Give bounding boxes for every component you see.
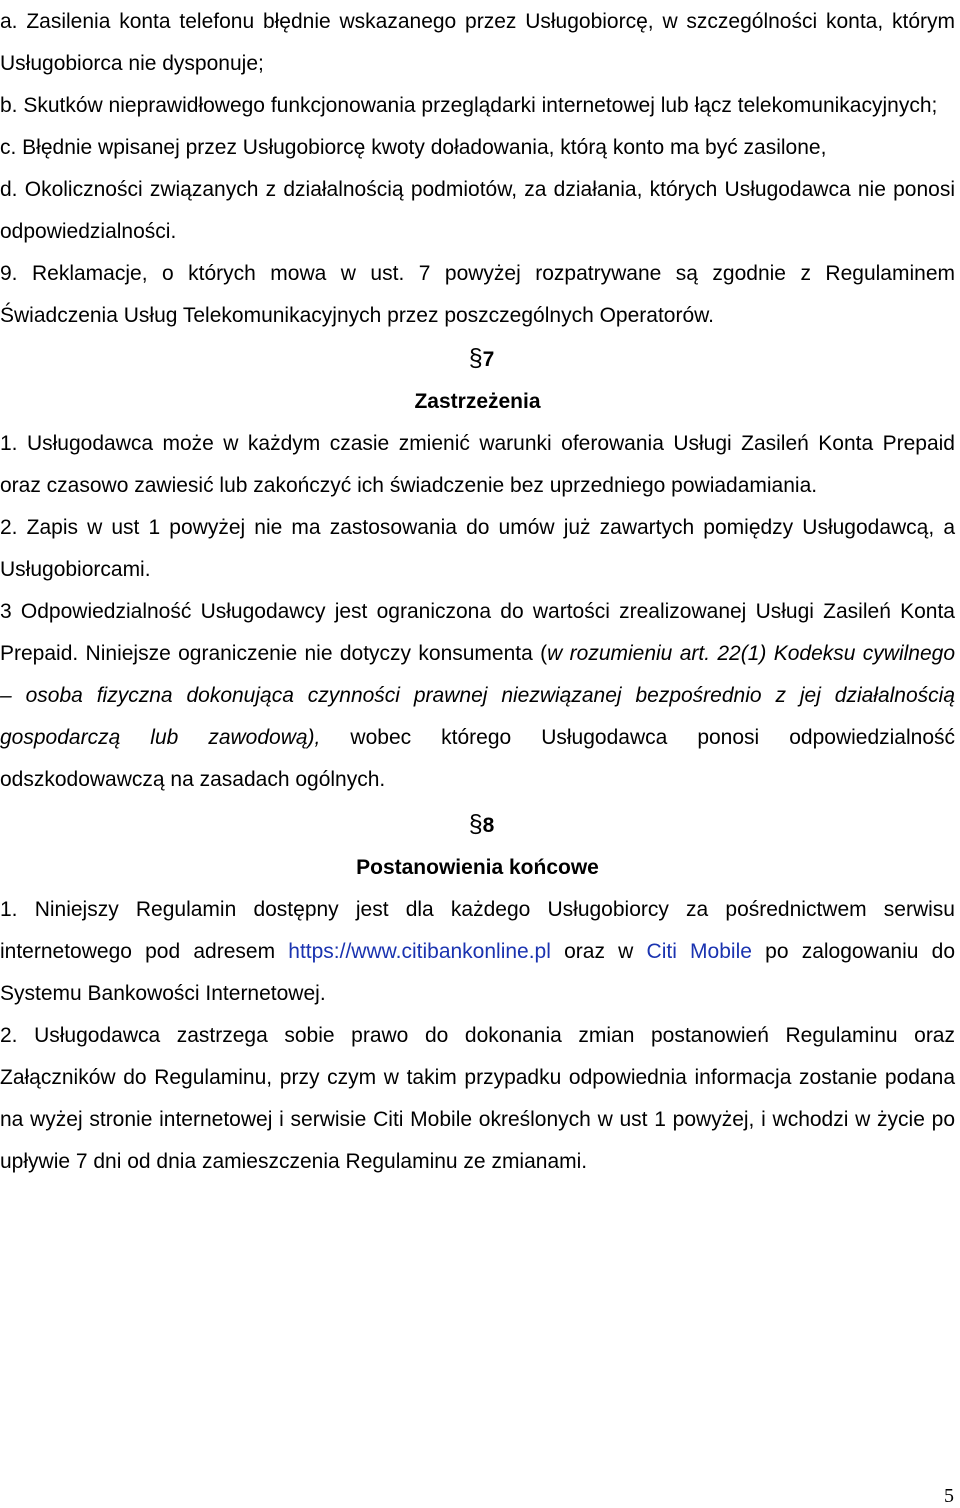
page-number: 5 (944, 1485, 954, 1507)
item-b: b. Skutków nieprawidłowego funkcjonowania przeglądarki internetowej lub łącz telekomunikacyjnych; (0, 94, 938, 117)
citi-mobile-link[interactable]: Citi Mobile (646, 940, 752, 963)
section-8-paragraph-1: 1. Niniejszy Regulamin dostępny jest dla każdego Usługobiorcy za pośrednictwem serwisu internetowego pod adresem https://www.citibankonline.pl oraz w Citi Mobile po zalogowaniu do Systemu Bankowości Internetowej. (0, 898, 956, 1005)
item-a: a. Zasilenia konta telefonu błędnie wskazanego przez Usługobiorcę, w szczególności konta, którym Usługobiorca nie dysponuje; (0, 10, 955, 75)
item-d: d. Okoliczności związanych z działalnością podmiotów, za działania, których Usługodawca nie ponosi odpowiedzialności. (0, 178, 955, 243)
section-8-title: Postanowienia końcowe (356, 856, 599, 879)
section-7-title: Zastrzeżenia (414, 390, 541, 413)
section-7-paragraph-2: 2. Zapis w ust 1 powyżej nie ma zastosowania do umów już zawartych pomiędzy Usługodawcą, a Usługobiorcami. (0, 516, 955, 581)
citibankonline-link[interactable]: https://www.citibankonline.pl (288, 940, 551, 963)
section-8-number: §8 (468, 810, 495, 838)
section-7-number: §7 (468, 344, 495, 372)
section-sign: § (468, 810, 483, 838)
section-7-paragraph-3: 3 Odpowiedzialność Usługodawcy jest ograniczona do wartości zrealizowanej Usługi Zasileń Konta Prepaid. Niniejsze ograniczenie nie dotyczy konsumenta (w rozumieniu art. 22(1) Kodeksu cywilnego – osoba fizyczna dokonująca czynności prawnej niezwiązanej bezpośrednio z jej działalnością gospodarczą lub zawodową), wobec którego Usługodawca ponosi odpowiedzialność odszkodowawczą na zasadach ogólnych. (0, 600, 956, 791)
item-c: c. Błędnie wpisanej przez Usługobiorcę kwoty doładowania, którą konto ma być zasilone, (0, 136, 827, 159)
section-7-paragraph-1: 1. Usługodawca może w każdym czasie zmienić warunki oferowania Usługi Zasileń Konta Prepaid oraz czasowo zawiesić lub zakończyć ich świadczenie bez uprzedniego powiadamiania. (0, 432, 955, 497)
section-sign: § (468, 344, 483, 372)
paragraph-9: 9. Reklamacje, o których mowa w ust. 7 powyżej rozpatrywane są zgodnie z Regulaminem Świadczenia Usług Telekomunikacyjnych przez poszczególnych Operatorów. (0, 262, 955, 327)
section-8-paragraph-2: 2. Usługodawca zastrzega sobie prawo do dokonania zmian postanowień Regulaminu oraz Załączników do Regulaminu, przy czym w takim przypadku odpowiednia informacja zostanie podana na wyżej stronie internetowej i serwisie Citi Mobile określonych w ust 1 powyżej, i wchodzi w życie po upływie 7 dni od dnia zamieszczenia Regulaminu ze zmianami. (0, 1024, 955, 1173)
consumer-definition: w rozumieniu art. 22(1) Kodeksu cywilnego – osoba fizyczna dokonująca czynności prawnej niezwiązanej bezpośrednio z jej działalnością gospodarczą lub zawodową), (0, 642, 956, 749)
